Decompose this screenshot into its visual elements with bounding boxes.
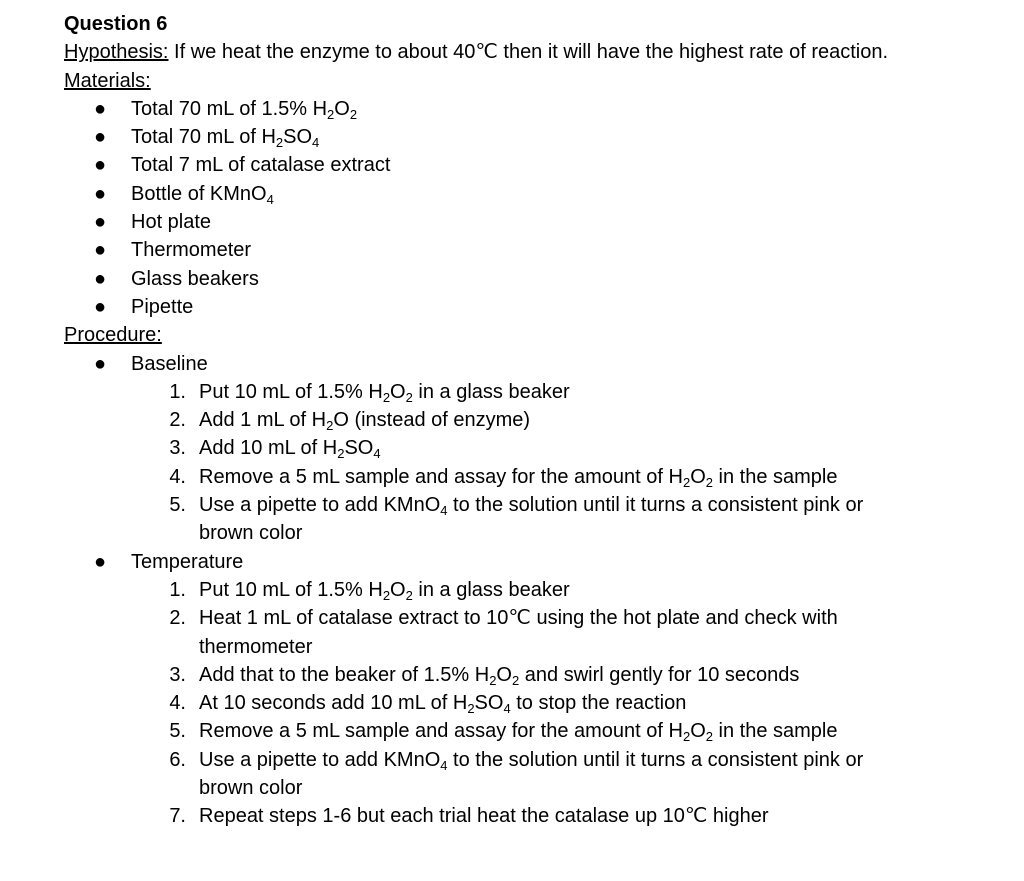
bullet-icon: ● [94, 211, 107, 234]
document [64, 10, 1004, 831]
step-number: 1. [169, 578, 186, 601]
bullet-icon: ● [94, 239, 107, 262]
step-number: 2. [169, 607, 186, 630]
procedure-label: Procedure: [64, 324, 162, 347]
procedure-step [64, 802, 1004, 830]
step-text: Put 10 mL of 1.5% $H_2O_2$ in a glass beaker [199, 380, 570, 405]
hypothesis-text: If we heat the enzyme to about 40℃ then it will have the highest rate of reaction. [168, 41, 889, 64]
step-text: Repeat steps 1-6 but each trial heat the catalase up 10℃ higher [199, 805, 769, 828]
procedure-step-continuation [64, 519, 1004, 547]
materials-item-text: Total 7 mL of catalase extract [131, 154, 391, 177]
materials-item-text: Glass beakers [131, 267, 259, 290]
procedure-step [64, 491, 1004, 519]
materials-item-text: Total 70 mL of 1.5% $H_2O_2$ [131, 97, 358, 122]
procedure-step [64, 689, 1004, 717]
procedure-step-continuation [64, 774, 1004, 802]
procedure-heading [64, 321, 1004, 349]
step-text: brown color [199, 777, 303, 800]
step-number: 4. [169, 692, 186, 715]
materials-item-text: Bottle of KMnO$_4$ [131, 182, 274, 207]
bullet-icon: ● [94, 154, 107, 177]
bullet-icon: ● [94, 295, 107, 318]
procedure-step [64, 604, 1004, 632]
step-number: 3. [169, 663, 186, 686]
step-text: Add 1 mL of $H_2O$ (instead of enzyme) [199, 409, 531, 434]
materials-item [64, 293, 1004, 321]
materials-item-text: Pipette [131, 295, 194, 318]
materials-item-text: Thermometer [131, 239, 252, 262]
procedure-step [64, 717, 1004, 745]
step-number: 1. [169, 380, 186, 403]
bullet-icon: ● [94, 267, 107, 290]
materials-item [64, 208, 1004, 236]
step-text: Add that to the beaker of 1.5% $H_2O_2$ and swirl gently for 10 seconds [199, 663, 800, 688]
step-number: 5. [169, 720, 186, 743]
procedure-step-continuation [64, 633, 1004, 661]
step-text: Remove a 5 mL sample and assay for the amount of $H_2O_2$ in the sample [199, 465, 838, 490]
hypothesis-label: Hypothesis: [64, 41, 169, 64]
bullet-icon: ● [94, 182, 107, 205]
step-number: 7. [169, 805, 186, 828]
step-number: 3. [169, 437, 186, 460]
step-text: brown color [199, 522, 303, 545]
procedure-step [64, 434, 1004, 462]
materials-item [64, 236, 1004, 264]
step-number: 5. [169, 494, 186, 517]
bullet-icon: ● [94, 550, 107, 573]
section-label: Baseline [131, 352, 208, 375]
materials-item [64, 95, 1004, 123]
step-text: Use a pipette to add KMnO$_4$ to the solution until it turns a consistent pink or [199, 748, 864, 773]
step-text: Add 10 mL of $H_2SO_4$ [199, 437, 381, 462]
step-text: Put 10 mL of 1.5% $H_2O_2$ in a glass beaker [199, 578, 570, 603]
step-text: Remove a 5 mL sample and assay for the amount of $H_2O_2$ in the sample [199, 720, 838, 745]
hypothesis-line [64, 38, 1004, 66]
materials-label: Materials: [64, 69, 151, 92]
procedure-step [64, 463, 1004, 491]
procedure-step [64, 746, 1004, 774]
materials-item-text: Hot plate [131, 211, 212, 234]
procedure-section-temperature [64, 548, 1004, 576]
step-number: 2. [169, 409, 186, 432]
materials-item-text: Total 70 mL of $H_2SO_4$ [131, 126, 320, 151]
materials-item [64, 265, 1004, 293]
materials-item [64, 123, 1004, 151]
procedure-section-baseline [64, 350, 1004, 378]
question-title: Question 6 [64, 13, 168, 35]
step-text: At 10 seconds add 10 mL of $H_2SO_4$ to stop the reaction [199, 692, 687, 717]
step-text: Use a pipette to add KMnO$_4$ to the solution until it turns a consistent pink or [199, 494, 864, 519]
procedure-step [64, 378, 1004, 406]
procedure-step [64, 406, 1004, 434]
bullet-icon: ● [94, 97, 107, 120]
bullet-icon: ● [94, 352, 107, 375]
materials-item [64, 180, 1004, 208]
section-label: Temperature [131, 550, 244, 573]
procedure-step [64, 576, 1004, 604]
materials-heading [64, 67, 1004, 95]
materials-item [64, 151, 1004, 179]
step-number: 4. [169, 465, 186, 488]
step-text: thermometer [199, 635, 313, 658]
step-number: 6. [169, 748, 186, 771]
bullet-icon: ● [94, 126, 107, 149]
step-text: Heat 1 mL of catalase extract to 10℃ using the hot plate and check with [199, 607, 838, 630]
procedure-step [64, 661, 1004, 689]
